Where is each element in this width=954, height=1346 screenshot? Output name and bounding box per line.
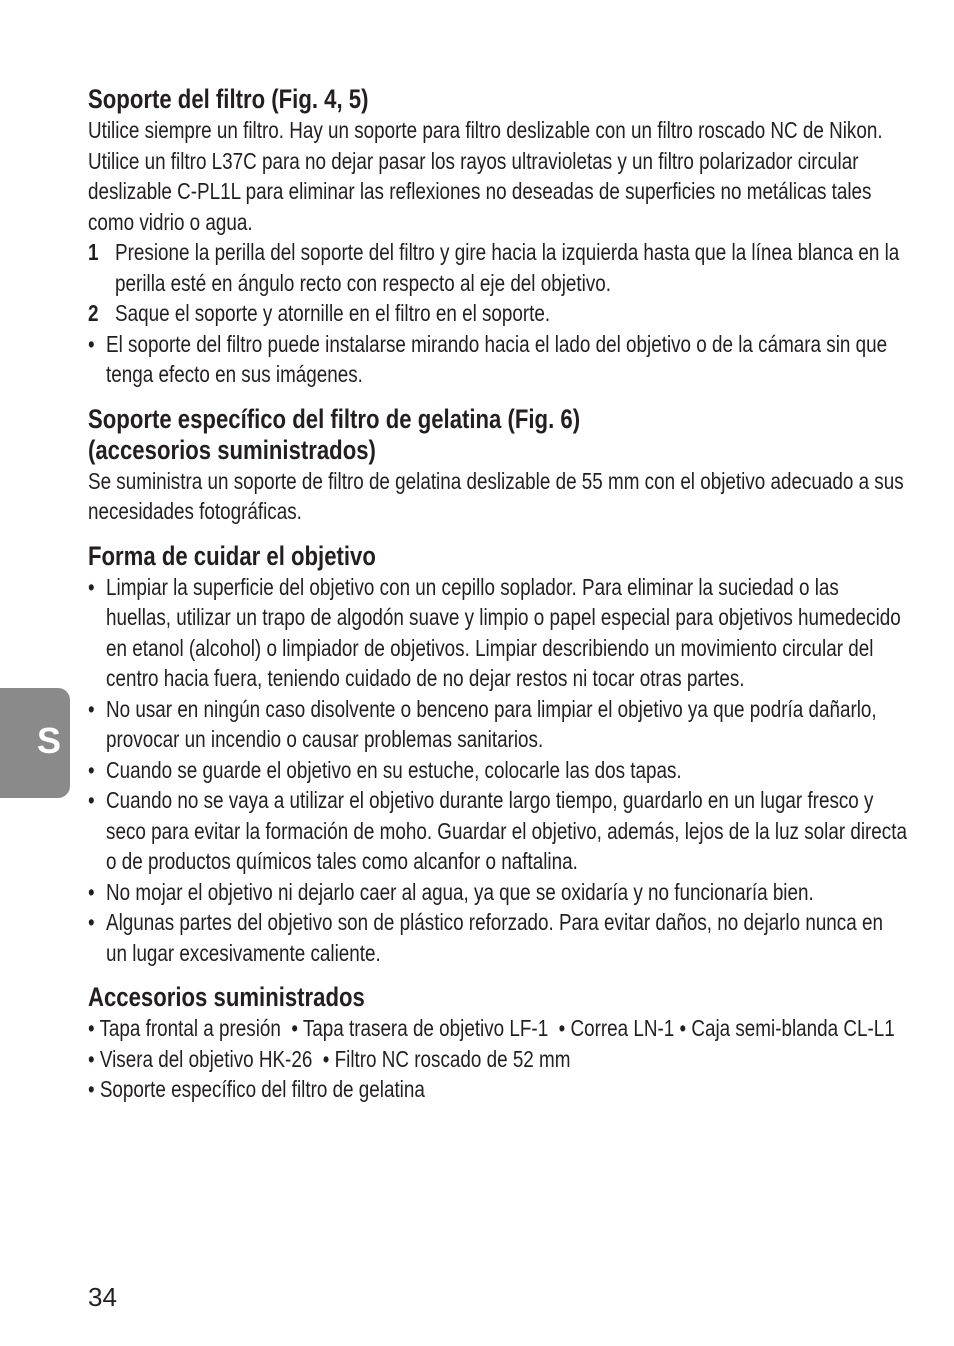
bullet-icon: •	[88, 695, 95, 722]
care-bullet-6-text: Algunas partes del objetivo son de plástico reforzado. Para evitar daños, no dejarlo nunca en un lugar excesivamente caliente.	[106, 909, 883, 966]
care-bullet-5	[88, 877, 908, 908]
step-2-text: Saque el soporte y atornille en el filtro en el soporte.	[115, 300, 551, 326]
step-1-text: Presione la perilla del soporte del filtro y gire hacia la izquierda hasta que la línea blanca en la perilla esté en ángulo recto con respecto al eje del objetivo.	[115, 239, 900, 296]
step-1	[88, 237, 908, 298]
language-tab	[0, 688, 70, 798]
care-bullet-4	[88, 785, 908, 877]
section-gelatin-holder	[88, 404, 908, 527]
section-accessories	[88, 982, 908, 1105]
care-bullet-4-text: Cuando no se vaya a utilizar el objetivo durante largo tiempo, guardarlo en un lugar fresco y seco para evitar la formación de moho. Guardar el objetivo, además, lejos de la luz solar directa o de productos químicos tales como alcanfor o naftalina.	[106, 787, 907, 874]
care-bullet-3-text: Cuando se guarde el objetivo en su estuche, colocarle las dos tapas.	[106, 756, 682, 783]
heading-accessories: Accesorios suministrados	[88, 982, 365, 1012]
filter-intro: Utilice siempre un filtro. Hay un soporte para filtro deslizable con un filtro roscado NC de Nikon. Utilice un filtro L37C para no dejar pasar los rayos ultravioletas y un filtro polarizador circular deslizable C-PL1L para eliminar las reflexiones no deseadas de superficies no metálicas tales como vidrio o agua.	[88, 117, 883, 235]
step-2	[88, 298, 908, 329]
step-1-number: 1	[88, 239, 99, 265]
page-content	[88, 84, 908, 1119]
bullet-icon: •	[88, 909, 95, 935]
bullet-icon: •	[88, 756, 95, 783]
filter-note	[88, 329, 908, 390]
section-lens-care	[88, 541, 908, 969]
care-bullet-3	[88, 755, 908, 786]
bullet-icon: •	[88, 330, 95, 357]
page-number: 34	[88, 1282, 117, 1312]
bullet-icon: •	[88, 787, 95, 813]
care-bullet-6	[88, 907, 908, 968]
step-2-number: 2	[88, 300, 99, 326]
heading-filter-holder: Soporte del filtro (Fig. 4, 5)	[88, 84, 369, 114]
accessories-line-1: • Tapa frontal a presión • Tapa trasera de objetivo LF-1 • Correa LN-1 • Caja semi-blanda CL-L1 • Visera del objetivo HK-26 • Filtro NC roscado de 52 mm	[88, 1015, 906, 1072]
section-filter-holder	[88, 84, 908, 390]
care-bullet-1	[88, 572, 908, 694]
care-bullet-2	[88, 694, 908, 755]
bullet-icon: •	[88, 573, 95, 600]
care-bullet-2-text: No usar en ningún caso disolvente o benceno para limpiar el objetivo ya que podría dañarlo, provocar un incendio o causar problemas sanitarios.	[106, 695, 877, 752]
care-bullet-5-text: No mojar el objetivo ni dejarlo caer al agua, ya que se oxidaría y no funcionaría bien.	[106, 878, 814, 905]
filter-note-text: El soporte del filtro puede instalarse mirando hacia el lado del objetivo o de la cámara sin que tenga efecto en sus imágenes.	[106, 330, 888, 387]
language-tab-letter: S	[37, 720, 62, 761]
heading-lens-care: Forma de cuidar el objetivo	[88, 540, 376, 571]
bullet-icon: •	[88, 878, 95, 905]
heading-gelatin-holder: Soporte específico del filtro de gelatina (Fig. 6) (accesorios suministrados)	[88, 403, 581, 465]
gelatin-text: Se suministra un soporte de filtro de gelatina deslizable de 55 mm con el objetivo adecuado a sus necesidades fotográficas.	[88, 467, 904, 524]
accessories-line-2: • Soporte específico del filtro de gelatina	[88, 1076, 425, 1102]
care-bullet-1-text: Limpiar la superficie del objetivo con un cepillo soplador. Para eliminar la suciedad o las huellas, utilizar un trapo de algodón suave y limpio o papel especial para objetivos humedecido en etanol (alcohol) o limpiador de objetivos. Limpiar describiendo un movimiento circular del centro hacia fuera, teniendo cuidado de no dejar restos ni tocar otras partes.	[106, 573, 901, 691]
